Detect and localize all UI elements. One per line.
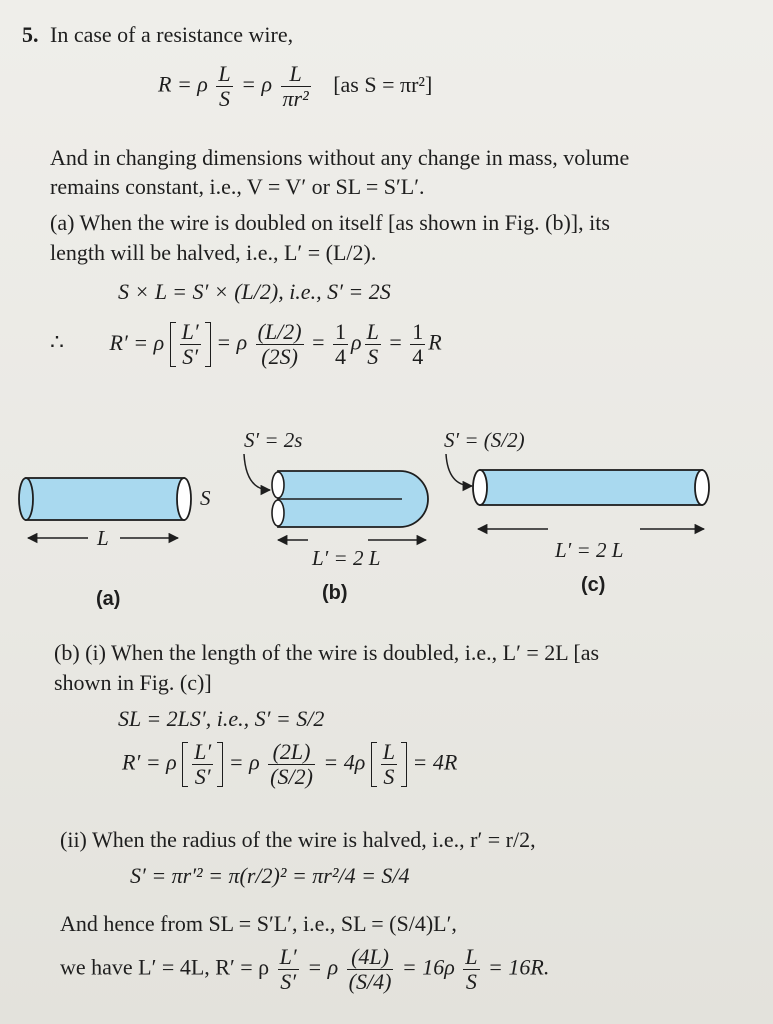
equation-resistance: R = ρ $\frac{L}{S}$ = ρ $\frac{L}{\text{πr²}}$ [as S = πr²] bbox=[158, 61, 433, 111]
fraction: $\frac{L}{\text{πr²}}$ bbox=[282, 61, 309, 111]
figure-label-c: (c) bbox=[581, 574, 606, 596]
equation-halved: ∴ R′ = ρ $\frac{L'}{S'}$ = ρ $\frac{(L/2)}{(2S)}$ = $\frac{1}{4}$ ρ $\frac{L}{S}$ = $\frac{1}{4}$ R bbox=[50, 319, 442, 369]
wire-c-area: S′ = (S/2) bbox=[444, 428, 525, 452]
paragraph-line: shown in Fig. (c)] bbox=[54, 670, 212, 695]
figure-label-a: (a) bbox=[96, 588, 121, 610]
equation-final: we have L′ = 4L, R′ = ρ $\frac{L'}{S'}$ = ρ $\frac{(4L)}{(S/4)}$ = 16ρ $\frac{L}{S}$ = 16R. bbox=[60, 944, 550, 994]
paragraph-line: remains constant, i.e., V = V′ or SL = S′L′. bbox=[50, 174, 425, 199]
equation-area: S × L = S′ × (L/2), i.e., S′ = 2S bbox=[118, 279, 391, 304]
paragraph-line: And hence from SL = S′L′, i.e., SL = (S/4)L′, bbox=[60, 911, 457, 936]
wire-b-area: S′ = 2s bbox=[244, 428, 303, 452]
wire-c bbox=[446, 454, 709, 529]
equation-radius: S′ = πr′² = π(r/2)² = πr²/4 = S/4 bbox=[130, 863, 410, 888]
fraction: $\frac{L}{S}$ bbox=[218, 61, 231, 111]
paragraph-line: And in changing dimensions without any change in mass, volume bbox=[50, 145, 630, 170]
wire-c-length: L′ = 2 L bbox=[555, 538, 624, 562]
wire-b-length: L′ = 2 L bbox=[312, 546, 381, 570]
problem-number: 5. bbox=[22, 22, 39, 47]
paragraph-line: (ii) When the radius of the wire is halved, i.e., r′ = r/2, bbox=[60, 827, 536, 852]
wire-b bbox=[244, 454, 428, 540]
equation-area-halved: SL = 2LS′, i.e., S′ = S/2 bbox=[118, 706, 325, 731]
equation-doubled: R′ = ρ $\frac{L'}{S'}$ = ρ $\frac{(2L)}{(S/2)}$ = 4ρ $\frac{L}{S}$ = 4R bbox=[122, 739, 458, 789]
figure-label-b: (b) bbox=[322, 582, 348, 604]
paragraph-line: (b) (i) When the length of the wire is doubled, i.e., L′ = 2L [as bbox=[54, 640, 600, 665]
wire-a-cross-section: S bbox=[200, 486, 211, 510]
intro-line: In case of a resistance wire, bbox=[50, 22, 294, 47]
wire-a-length: L bbox=[97, 526, 109, 550]
paragraph-line: (a) When the wire is doubled on itself [as shown in Fig. (b)], its bbox=[50, 210, 610, 235]
paragraph-line: length will be halved, i.e., L′ = (L/2). bbox=[50, 240, 377, 265]
